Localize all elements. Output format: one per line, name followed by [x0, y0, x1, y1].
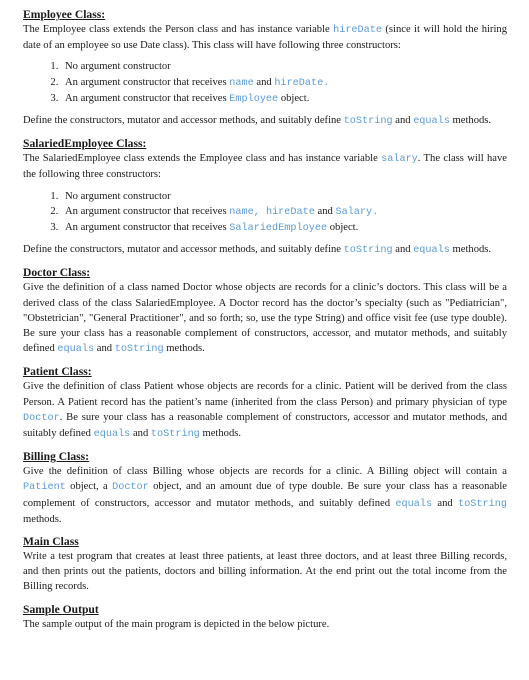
- code-equals: equals: [93, 429, 131, 441]
- text: and: [392, 244, 414, 256]
- text: ,: [253, 206, 266, 218]
- text: Give the definition of class Billing whose objects are records for a clinic. A Billing object will contain a: [23, 466, 507, 478]
- salaried-define: [23, 242, 507, 258]
- text: Define the constructors, mutator and accessor methods, and suitably define: [23, 244, 344, 256]
- text: and: [432, 497, 459, 509]
- main-heading: Main Class: [23, 535, 79, 549]
- list-item: [61, 220, 507, 236]
- code-Salary: Salary: [335, 206, 373, 218]
- text: and: [253, 76, 275, 88]
- sample-heading: Sample Output: [23, 602, 99, 616]
- salaried-intro: [23, 151, 507, 182]
- text: .: [372, 206, 379, 218]
- code-toString: toString: [114, 344, 164, 356]
- code-SalariedEmployee: SalariedEmployee: [229, 223, 328, 235]
- spacer: [23, 357, 507, 365]
- text: and: [314, 205, 336, 217]
- code-hireDate: hireDate: [265, 206, 315, 218]
- employee-intro: [23, 22, 507, 53]
- text: An argument constructor that receives: [65, 205, 230, 217]
- doctor-section: [23, 266, 507, 357]
- text: methods.: [449, 115, 492, 127]
- billing-section: [23, 450, 507, 527]
- code-hireDate: hireDate: [333, 25, 383, 36]
- spacer: [23, 129, 507, 137]
- text: object, a: [65, 481, 113, 493]
- spacer: [23, 595, 507, 603]
- text: Define the constructors, mutator and accessor methods, and suitably define: [23, 115, 344, 127]
- code-hireDate: hireDate: [274, 77, 324, 89]
- code-name: name: [229, 77, 254, 89]
- spacer: [23, 258, 507, 266]
- sample-section: [23, 603, 507, 632]
- text: object, and an amount due of type double. Be sure your class has a reasonable complement of constructors, accessor and mutator methods, and suitably defined: [23, 481, 508, 509]
- employee-section: [23, 8, 507, 129]
- billing-body: [23, 464, 507, 527]
- billing-heading: Billing Class:: [23, 450, 90, 464]
- text: . Be sure your class has a reasonable complement of constructors, accessor and mutator methods, and suitably defined: [23, 411, 507, 440]
- text: Give the definition of a class named Doctor whose objects are records for a clinic’s doctors. This class will be a derived class of the class SalariedEmployee. A Doctor record has the doctor’s specialty (such as "Pediatrician", "Obstetrician", "General Practitioner", and so forth; so, use the type String) and office visit fee (use type double). Be sure your class has a reasonable complement of constructors, accessor, and mutator methods, and suitably defined: [23, 282, 507, 355]
- text: The SalariedEmployee class extends the Employee class and has instance variable: [23, 153, 382, 165]
- code-Patient: Patient: [23, 482, 66, 494]
- code-toString: toString: [458, 498, 507, 510]
- code-toString: toString: [343, 245, 393, 257]
- list-item: [61, 189, 507, 204]
- text: . The class will have the following three constructors:: [23, 153, 507, 181]
- text: methods.: [23, 513, 62, 525]
- salaried-section: [23, 137, 507, 258]
- list-item: [61, 91, 507, 107]
- employee-constructor-list: [23, 59, 507, 107]
- code-equals: equals: [413, 245, 450, 257]
- text: .: [323, 77, 330, 89]
- spacer: [23, 527, 507, 535]
- employee-heading: Employee Class:: [23, 8, 106, 21]
- text: methods.: [163, 343, 205, 355]
- patient-section: [23, 365, 507, 442]
- code-equals: equals: [395, 498, 433, 510]
- code-toString: toString: [343, 116, 393, 128]
- list-item: [61, 59, 507, 74]
- text: An argument constructor that receives: [65, 76, 230, 88]
- code-equals: equals: [57, 344, 95, 356]
- text: methods.: [449, 244, 492, 256]
- text: and: [94, 343, 115, 355]
- sample-body: The sample output of the main program is depicted in the below picture.: [23, 618, 330, 630]
- text: and: [392, 115, 414, 127]
- text: (since it will hold the hiring date of an employee so use Date class). This class will have following three constructors:: [23, 24, 507, 52]
- text: An argument constructor that receives: [65, 92, 230, 104]
- doctor-body: [23, 280, 507, 357]
- employee-define: [23, 113, 507, 129]
- text: No argument constructor: [65, 190, 171, 202]
- code-Employee: Employee: [229, 93, 279, 105]
- text: No argument constructor: [65, 61, 171, 73]
- text: and: [130, 428, 151, 440]
- salaried-heading: SalariedEmployee Class:: [23, 137, 147, 151]
- code-Doctor: Doctor: [23, 412, 60, 424]
- text: An argument constructor that receives: [65, 222, 230, 234]
- list-item: [61, 75, 507, 91]
- patient-heading: Patient Class:: [23, 365, 92, 379]
- text: Give the definition of class Patient whose objects are records for a clinic. Patient will be derived from the class Person. A Patient record has the patient’s name (inherited from the class Person) and primary physician of type: [23, 381, 507, 408]
- code-toString: toString: [150, 429, 200, 441]
- list-item: [61, 204, 507, 220]
- patient-body: [23, 379, 507, 442]
- text: The Employee class extends the Person class and has instance variable: [23, 24, 334, 35]
- text: methods.: [199, 428, 242, 440]
- spacer: [23, 442, 507, 450]
- main-body: Write a test program that creates at least three patients, at least three doctors, and at least three Billing records, and then prints out the patients, doctors and billing information. At the end print out the total income from the Billing records.: [23, 551, 507, 593]
- doctor-heading: Doctor Class:: [23, 266, 91, 280]
- code-Doctor: Doctor: [112, 482, 149, 494]
- main-section: [23, 535, 507, 595]
- code-equals: equals: [413, 116, 450, 128]
- text: object.: [278, 92, 310, 104]
- code-name: name: [229, 206, 254, 218]
- text: object.: [327, 222, 359, 234]
- salaried-constructor-list: [23, 189, 507, 237]
- code-salary: salary: [381, 154, 418, 166]
